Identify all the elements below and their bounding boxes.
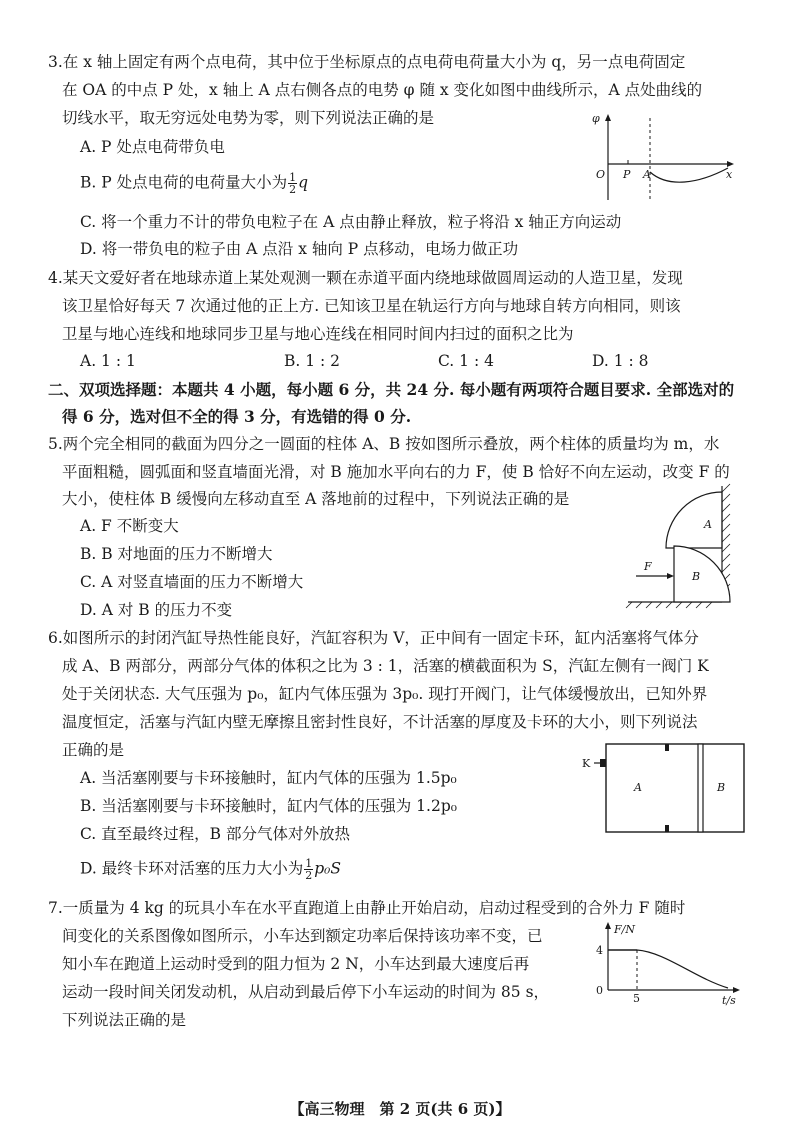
q6-option-c: C. 直至最终过程，B 部分气体对外放热 xyxy=(80,825,350,843)
q5-option-a: A. F 不断变大 xyxy=(80,517,179,535)
q4-stem-line-1: 4.某天文爱好者在地球赤道上某处观测一颗在赤道平面内绕地球做圆周运动的人造卫星，发现 xyxy=(48,269,683,287)
q7-stem-line-5: 下列说法正确的是 xyxy=(62,1011,187,1029)
q4-option-b: B. 1 : 2 xyxy=(284,352,341,370)
q4-option-d: D. 1 : 8 xyxy=(592,352,649,370)
q4-stem-line-3: 卫星与地心连线和地球同步卫星与地心连线在相同时间内扫过的面积之比为 xyxy=(62,325,574,343)
q6-cylinder-figure xyxy=(578,740,748,844)
q3-stem-line-2: 在 OA 的中点 P 处，x 轴上 A 点右侧各点的电势 φ 随 x 变化如图中曲线所示，A 点处曲线的 xyxy=(62,81,703,99)
t-axis-label: t/s xyxy=(722,994,736,1007)
q7-stem-line-3: 知小车在跑道上运动时受到的阻力恒为 2 N，小车达到最大速度后再 xyxy=(62,955,530,973)
phi-axis-label: φ xyxy=(592,112,600,125)
q5-option-c: C. A 对竖直墙面的压力不断增大 xyxy=(80,573,304,591)
page-footer: 【高三物理 第 2 页(共 6 页)】 xyxy=(289,1100,511,1118)
q3-option-c: C. 将一个重力不计的带负电粒子在 A 点由静止释放，粒子将沿 x 轴正方向运动 xyxy=(80,213,622,231)
q3-option-d: D. 将一带负电的粒子由 A 点沿 x 轴向 P 点移动，电场力做正功 xyxy=(80,240,519,258)
q7-stem-line-2: 间变化的关系图像如图所示，小车达到额定功率后保持该功率不变，已 xyxy=(62,927,543,945)
q7-force-time-graph xyxy=(590,920,750,1010)
x-tick-5: 5 xyxy=(633,992,640,1005)
q6-option-d-text: D. 最终卡环对活塞的压力大小为 xyxy=(80,859,304,878)
q6-stem-line-5: 正确的是 xyxy=(62,741,125,759)
section2-heading-line-2: 得 6 分，选对但不全的得 3 分，有选错的得 0 分. xyxy=(62,407,412,426)
q6-stem-line-2: 成 A、B 两部分，两部分气体的体积之比为 3 : 1，活塞的横截面积为 S，汽缸左侧有一阀门 K xyxy=(62,657,709,675)
q5-stem-line-1: 5.两个完全相同的截面为四分之一圆面的柱体 A、B 按如图所示叠放，两个柱体的质量均为 m，水 xyxy=(48,435,720,453)
cylinder-a-label: A xyxy=(704,518,712,531)
q5-option-b: B. B 对地面的压力不断增大 xyxy=(80,545,273,563)
f-axis-label: F/N xyxy=(614,923,635,936)
q3-stem-line-1: 3.在 x 轴上固定有两个点电荷，其中位于坐标原点的点电荷电荷量大小为 q，另一点电荷固定 xyxy=(48,53,686,71)
q5-stem-line-3: 大小，使柱体 B 缓慢向左移动直至 A 落地前的过程中，下列说法正确的是 xyxy=(62,490,570,508)
q4-stem-line-2: 该卫星恰好每天 7 次通过他的正上方. 已知该卫星在轨运行方向与地球自转方向相同，则该 xyxy=(62,297,681,315)
valve-k-label: K xyxy=(582,757,591,770)
q5-cylinders-figure xyxy=(626,484,756,612)
q5-stem-line-2: 平面粗糙，圆弧面和竖直墙面光滑，对 B 施加水平向右的力 F，使 B 恰好不向左运动，改变 F 的 xyxy=(62,463,730,481)
q3-potential-graph xyxy=(588,112,738,206)
q3-option-b-text: B. P 处点电荷的电荷量大小为 xyxy=(80,173,288,192)
y-tick-4: 4 xyxy=(596,944,603,957)
q6-option-a: A. 当活塞刚要与卡环接触时，缸内气体的压强为 1.5p₀ xyxy=(80,769,457,787)
q6-stem-line-4: 温度恒定，活塞与汽缸内壁无摩擦且密封性良好，不计活塞的厚度及卡环的大小，则下列说法 xyxy=(62,713,698,731)
section2-heading-line-1: 二、双项选择题：本题共 4 小题，每小题 6 分，共 24 分. 每小题有两项符合题目要求. 全部选对的 xyxy=(48,380,735,399)
q6-option-d-p0s: p₀S xyxy=(314,859,341,878)
p-label: P xyxy=(623,168,631,181)
q6-option-d-fraction xyxy=(304,858,313,881)
q3-frac-num: 1 xyxy=(289,171,297,184)
q7-stem-line-1: 7.一质量为 4 kg 的玩具小车在水平直跑道上由静止开始启动，启动过程受到的合外力 F 随时 xyxy=(48,899,686,917)
gas-a-label: A xyxy=(634,781,642,794)
origin-zero: 0 xyxy=(596,984,603,997)
q6-frac-den: 2 xyxy=(305,869,313,882)
cylinder-b-label: B xyxy=(692,570,701,583)
q3-option-b xyxy=(80,172,308,195)
a-label: A xyxy=(643,168,651,181)
q3-option-b-fraction xyxy=(288,172,297,195)
q6-option-d xyxy=(80,858,341,881)
x-axis-label: x xyxy=(726,168,733,181)
q3-stem-line-3: 切线水平，取无穷远处电势为零，则下列说法正确的是 xyxy=(62,109,435,127)
q6-stem-line-3: 处于关闭状态. 大气压强为 p₀，缸内气体压强为 3p₀. 现打开阀门，让气体缓慢放出，已知外界 xyxy=(62,685,708,703)
q6-frac-num: 1 xyxy=(305,857,313,870)
gas-b-label: B xyxy=(717,781,726,794)
q6-option-b: B. 当活塞刚要与卡环接触时，缸内气体的压强为 1.2p₀ xyxy=(80,797,457,815)
q3-option-b-q: q xyxy=(298,173,309,192)
q4-option-c: C. 1 : 4 xyxy=(438,352,494,370)
force-f-label: F xyxy=(644,560,652,573)
q4-option-a: A. 1 : 1 xyxy=(80,352,136,370)
q7-stem-line-4: 运动一段时间关闭发动机，从启动到最后停下小车运动的时间为 85 s， xyxy=(62,983,550,1001)
q3-option-a: A. P 处点电荷带负电 xyxy=(80,138,225,156)
q3-frac-den: 2 xyxy=(289,183,297,196)
q6-stem-line-1: 6.如图所示的封闭汽缸导热性能良好，汽缸容积为 V，正中间有一固定卡环，缸内活塞将气体分 xyxy=(48,629,699,647)
origin-label: O xyxy=(596,168,606,181)
q5-option-d: D. A 对 B 的压力不变 xyxy=(80,601,233,619)
